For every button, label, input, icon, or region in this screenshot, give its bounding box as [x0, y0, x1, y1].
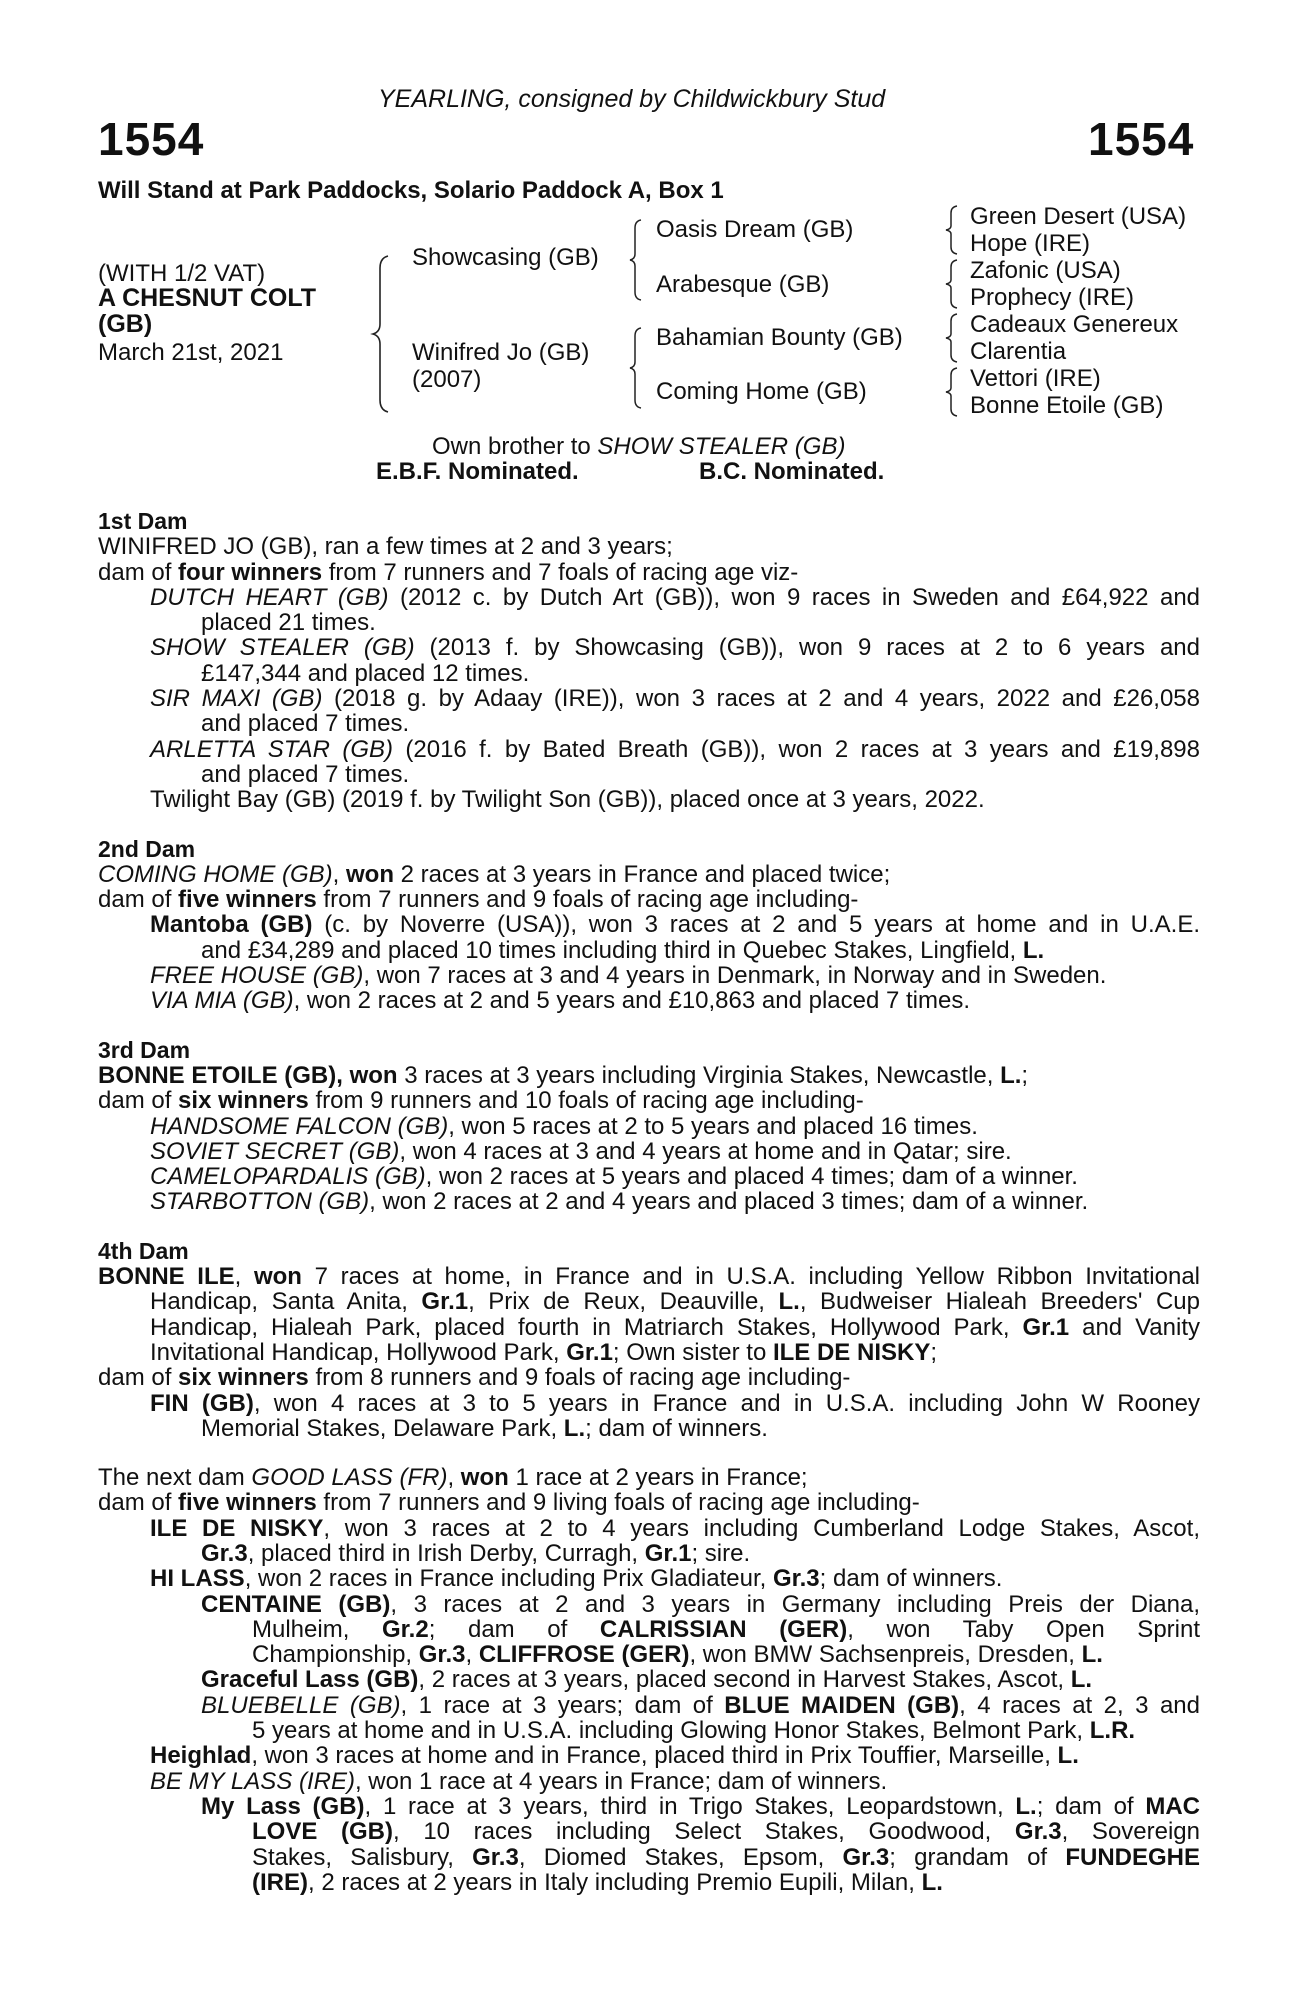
produce-fin: FIN (GB), won 4 races at 3 to 5 years in France and in U.S.A. including John W Rooney: [150, 1389, 1201, 1417]
lot-number-right: 1554: [1088, 113, 1195, 165]
produce-sir-maxi: SIR MAXI (GB) (2018 g. by Adaay (IRE)), won 3 races at 2 and 4 years, 2022 and £26,058: [150, 685, 1201, 713]
vat-note: (WITH 1/2 VAT): [98, 260, 266, 287]
pedigree-brace-g3: [944, 312, 958, 364]
dam-year: (2007): [412, 366, 482, 393]
produce-bluebelle-cont: 5 years at home and in U.S.A. including Glowing Honor Stakes, Belmont Park, L.R.: [252, 1717, 1136, 1745]
produce-my-lass: My Lass (GB), 1 race at 3 years, third in Trigo Stakes, Leopardstown, L.; dam of MAC: [201, 1792, 1200, 1820]
second-dam-produce-summary: dam of five winners from 7 runners and 9 foals of racing age including-: [98, 886, 859, 914]
produce-mantoba: Mantoba (GB) (c. by Noverre (USA)), won 3 races at 2 and 5 years at home and in U.A.E.: [150, 911, 1201, 939]
produce-be-my-lass: BE MY LASS (IRE), won 1 race at 4 years in France; dam of winners.: [150, 1767, 888, 1795]
sire-sire: Oasis Dream (GB): [656, 216, 854, 243]
dam: Winifred Jo (GB): [412, 339, 590, 366]
first-dam-produce-summary: dam of four winners from 7 runners and 7 foals of racing age viz-: [98, 558, 799, 586]
third-dam-produce-summary: dam of six winners from 9 runners and 10 foals of racing age including-: [98, 1087, 864, 1115]
fourth-dam-produce-summary: dam of six winners from 8 runners and 9 foals of racing age including-: [98, 1364, 851, 1392]
produce-arletta-star: ARLETTA STAR (GB) (2016 f. by Bated Breath (GB)), won 2 races at 3 years and £19,898: [150, 735, 1201, 763]
third-dam-heading: 3rd Dam: [98, 1036, 191, 1063]
grandparent-7: Vettori (IRE): [970, 365, 1101, 392]
third-dam-line: BONNE ETOILE (GB), won 3 races at 3 years including Virginia Stakes, Newcastle, L.;: [98, 1061, 1029, 1089]
produce-my-lass-cont-1: LOVE (GB), 10 races including Select Stakes, Goodwood, Gr.3, Sovereign: [252, 1818, 1201, 1846]
fourth-dam-line-4: Invitational Handicap, Hollywood Park, Gr.1; Own sister to ILE DE NISKY;: [150, 1338, 937, 1366]
dam-sire: Bahamian Bounty (GB): [656, 324, 903, 351]
produce-handsome-falcon: HANDSOME FALCON (GB), won 5 races at 2 to 5 years and placed 16 times.: [150, 1112, 978, 1140]
grandparent-3: Zafonic (USA): [970, 257, 1121, 284]
fourth-dam-heading: 4th Dam: [98, 1237, 189, 1264]
produce-arletta-star-cont: and placed 7 times.: [201, 760, 410, 788]
second-dam-section: [98, 837, 1200, 1014]
grandparent-6: Clarentia: [970, 338, 1067, 365]
produce-centaine-cont-1: Mulheim, Gr.2; dam of CALRISSIAN (GER), won Taby Open Sprint: [252, 1615, 1201, 1643]
fourth-dam-line-2: Handicap, Santa Anita, Gr.1, Prix de Reux, Deauville, L., Budweiser Hialeah Breeders' Cup: [150, 1288, 1200, 1316]
next-dam-line: The next dam GOOD LASS (FR), won 1 race at 2 years in France;: [98, 1464, 808, 1492]
produce-ile-de-nisky-cont: Gr.3, placed third in Irish Derby, Curragh, Gr.1; sire.: [201, 1539, 751, 1567]
produce-show-stealer: SHOW STEALER (GB) (2013 f. by Showcasing (GB)), won 9 races at 2 to 6 years and: [150, 634, 1201, 662]
horse-name-country: (GB): [98, 310, 153, 338]
produce-via-mia: VIA MIA (GB), won 2 races at 2 and 5 years and £10,863 and placed 7 times.: [150, 987, 971, 1015]
grandparent-4: Prophecy (IRE): [970, 284, 1135, 311]
own-brother-note: Own brother to SHOW STEALER (GB): [432, 433, 846, 460]
sire-dam: Arabesque (GB): [656, 271, 830, 298]
first-dam-line: WINIFRED JO (GB), ran a few times at 2 and 3 years;: [98, 533, 673, 561]
foaling-date: March 21st, 2021: [98, 339, 284, 366]
first-dam-section: [98, 509, 1200, 813]
fourth-dam-section: [98, 1239, 1200, 1441]
bc-nominated: B.C. Nominated.: [699, 458, 885, 485]
produce-my-lass-cont-2: Stakes, Salisbury, Gr.3, Diomed Stakes, Epsom, Gr.3; grandam of FUNDEGHE: [252, 1843, 1200, 1871]
next-dam-section: [98, 1465, 1200, 1895]
produce-ile-de-nisky: ILE DE NISKY, won 3 races at 2 to 4 years including Cumberland Lodge Stakes, Ascot,: [150, 1514, 1200, 1542]
third-dam-section: [98, 1038, 1200, 1215]
produce-free-house: FREE HOUSE (GB), won 7 races at 3 and 4 years in Denmark, in Norway and in Sweden.: [150, 962, 1107, 990]
pedigree-brace-g2: [944, 258, 958, 310]
produce-show-stealer-cont: £147,344 and placed 12 times.: [201, 659, 530, 687]
produce-heighlad: Heighlad, won 3 races at home and in France, placed third in Prix Touffier, Marseille, L.: [150, 1742, 1079, 1770]
produce-twilight-bay: Twilight Bay (GB) (2019 f. by Twilight Son (GB)), placed once at 3 years, 2022.: [150, 786, 985, 814]
horse-name: A CHESNUT COLT: [98, 284, 317, 312]
lot-number-left: 1554: [98, 113, 205, 165]
first-dam-heading: 1st Dam: [98, 508, 188, 534]
produce-dutch-heart-cont: placed 21 times.: [201, 609, 376, 637]
second-dam-heading: 2nd Dam: [98, 835, 196, 862]
second-dam-line: COMING HOME (GB), won 2 races at 3 years in France and placed twice;: [98, 860, 891, 888]
produce-centaine-cont-2: Championship, Gr.3, CLIFFROSE (GER), won BMW Sachsenpreis, Dresden, L.: [252, 1641, 1103, 1669]
produce-camelopardalis: CAMELOPARDALIS (GB), won 2 races at 5 years and placed 4 times; dam of a winner.: [150, 1163, 1078, 1191]
pedigree-brace-dam: [628, 326, 642, 410]
dam-dam: Coming Home (GB): [656, 378, 867, 405]
grandparent-2: Hope (IRE): [970, 230, 1091, 257]
produce-dutch-heart: DUTCH HEART (GB) (2012 c. by Dutch Art (GB)), won 9 races in Sweden and £64,922 and: [150, 583, 1201, 611]
catalogue-body: [98, 509, 1200, 1895]
fourth-dam-line-3: Handicap, Hialeah Park, placed fourth in Matriarch Stakes, Hollywood Park, Gr.1 and Vanity: [150, 1313, 1201, 1341]
next-dam-produce-summary: dam of five winners from 7 runners and 9 living foals of racing age including-: [98, 1489, 920, 1517]
grandparent-1: Green Desert (USA): [970, 203, 1187, 230]
produce-fin-cont: Memorial Stakes, Delaware Park, L.; dam of winners.: [201, 1414, 768, 1442]
grandparent-5: Cadeaux Genereux: [970, 311, 1179, 338]
produce-my-lass-cont-3: (IRE), 2 races at 2 years in Italy including Premio Eupili, Milan, L.: [252, 1868, 943, 1896]
produce-mantoba-cont: and £34,289 and placed 10 times including third in Quebec Stakes, Lingfield, L.: [201, 936, 1045, 964]
produce-soviet-secret: SOVIET SECRET (GB), won 4 races at 3 and 4 years at home and in Qatar; sire.: [150, 1137, 1012, 1165]
stand-location: Will Stand at Park Paddocks, Solario Paddock A, Box 1: [98, 177, 724, 204]
pedigree-brace-main: [370, 254, 390, 414]
produce-hi-lass: HI LASS, won 2 races in France including Prix Gladiateur, Gr.3; dam of winners.: [150, 1565, 1003, 1593]
produce-graceful-lass: Graceful Lass (GB), 2 races at 3 years, placed second in Harvest Stakes, Ascot, L.: [201, 1666, 1093, 1694]
produce-starbotton: STARBOTTON (GB), won 2 races at 2 and 4 years and placed 3 times; dam of a winner.: [150, 1188, 1089, 1216]
grandparent-8: Bonne Etoile (GB): [970, 392, 1164, 419]
pedigree-brace-g4: [944, 366, 958, 418]
sire: Showcasing (GB): [412, 244, 599, 271]
pedigree-brace-sire: [628, 218, 642, 302]
produce-bluebelle: BLUEBELLE (GB), 1 race at 3 years; dam of BLUE MAIDEN (GB), 4 races at 2, 3 and: [201, 1691, 1200, 1719]
pedigree-brace-g1: [944, 204, 958, 256]
ebf-nominated: E.B.F. Nominated.: [376, 458, 579, 485]
fourth-dam-line-1: BONNE ILE, won 7 races at home, in France and in U.S.A. including Yellow Ribbon Invitational: [98, 1263, 1200, 1291]
consignment-line: YEARLING, consigned by Childwickbury Stud: [378, 85, 886, 113]
produce-centaine: CENTAINE (GB), 3 races at 2 and 3 years in Germany including Preis der Diana,: [201, 1590, 1200, 1618]
produce-sir-maxi-cont: and placed 7 times.: [201, 710, 410, 738]
